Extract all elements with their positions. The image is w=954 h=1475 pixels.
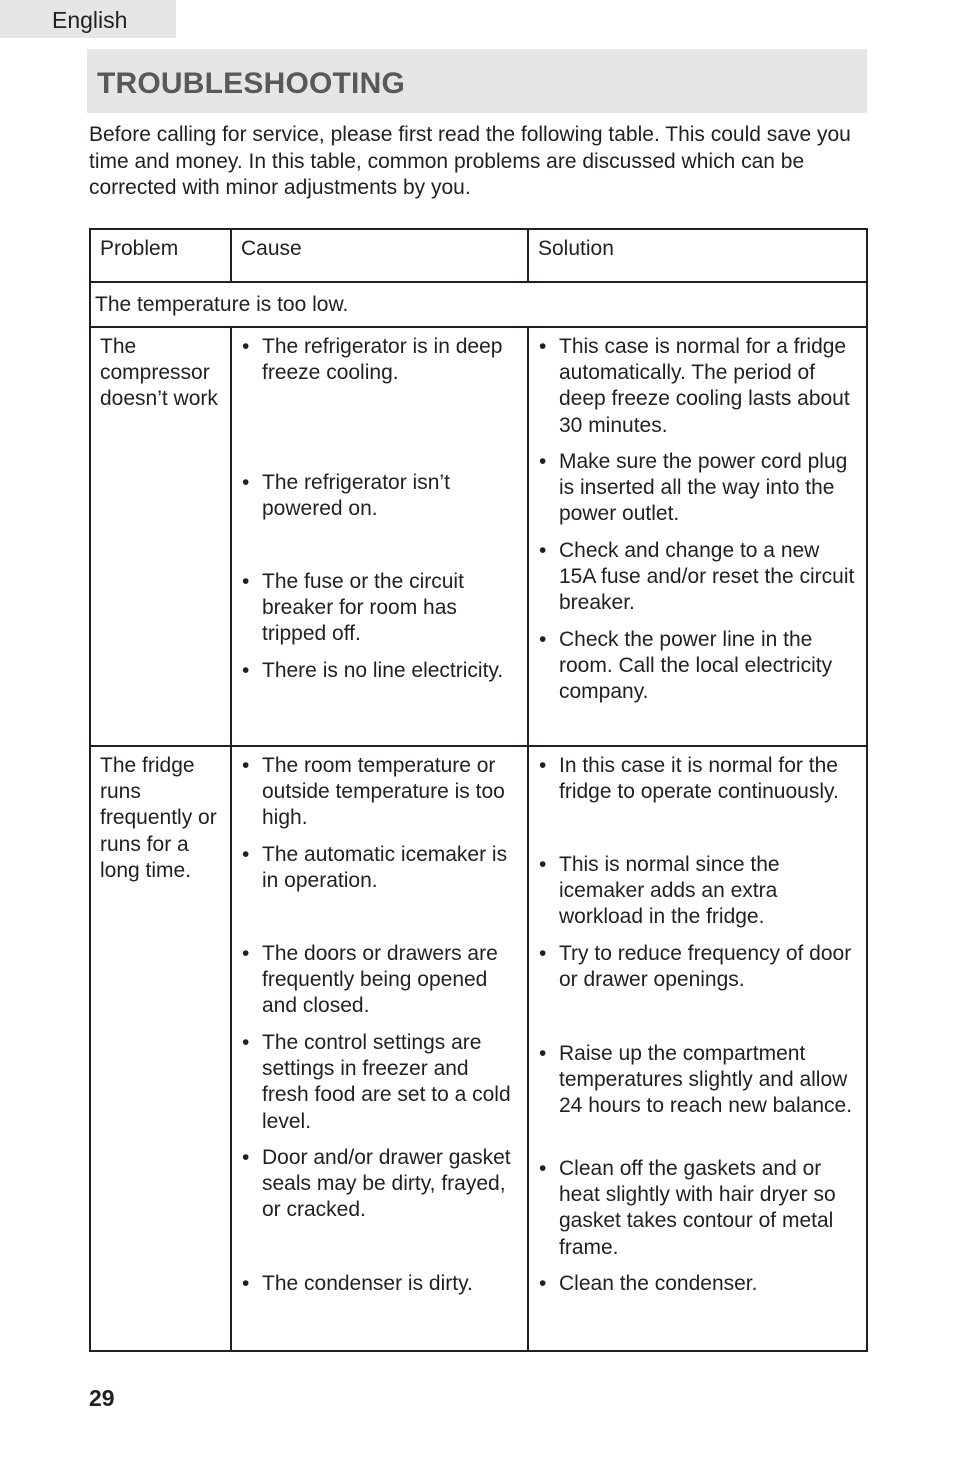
header-cause: Cause (231, 229, 528, 282)
page-title: TROUBLESHOOTING (97, 67, 405, 100)
bullet-icon: • (539, 450, 547, 473)
table-row (90, 327, 867, 746)
solution-item (539, 538, 860, 617)
intro-paragraph: Before calling for service, please first read the following table. This could save you time and money. In this table, common problems are discussed which can be corrected with minor adjustments by you. (89, 123, 851, 199)
header-solution: Solution (528, 229, 867, 282)
cause-cell (231, 327, 528, 746)
solution-text: In this case it is normal for the fridge to operate continuously. (559, 754, 839, 804)
bullet-icon: • (539, 942, 547, 965)
solution-item (539, 627, 860, 706)
cause-item (242, 1030, 521, 1135)
solution-text: This case is normal for a fridge automatically. The period of deep freeze cooling lasts about 30 minutes. (559, 335, 850, 437)
cause-item (242, 334, 521, 386)
cause-cell (231, 746, 528, 1351)
solution-text: Clean the condenser. (559, 1272, 758, 1295)
page-number: 29 (89, 1385, 115, 1411)
bullet-icon: • (539, 539, 547, 562)
bullet-icon: • (242, 1031, 250, 1054)
cause-text: The room temperature or outside temperature is too high. (262, 754, 505, 830)
cause-item (242, 658, 521, 684)
solution-item (539, 852, 860, 931)
cause-text: The fuse or the circuit breaker for room has tripped off. (262, 570, 464, 646)
cause-item (242, 470, 521, 522)
bullet-icon: • (242, 754, 250, 777)
cause-text: The refrigerator is in deep freeze cooling. (262, 335, 503, 385)
cause-text: Door and/or drawer gasket seals may be dirty, frayed, or cracked. (262, 1146, 511, 1222)
solution-text: Raise up the compartment temperatures slightly and allow 24 hours to reach new balance. (559, 1042, 853, 1118)
cause-text: There is no line electricity. (262, 659, 504, 682)
solution-cell (528, 746, 867, 1351)
header-problem: Problem (90, 229, 231, 282)
section-header (87, 49, 867, 113)
cause-item (242, 753, 521, 832)
bullet-icon: • (242, 659, 250, 682)
cause-text: The doors or drawers are frequently being opened and closed. (262, 942, 498, 1018)
cause-text: The control settings are settings in freezer and fresh food are set to a cold level. (262, 1031, 511, 1133)
table-row (90, 746, 867, 1351)
solution-item (539, 941, 860, 993)
bullet-icon: • (242, 471, 250, 494)
cause-item (242, 842, 521, 894)
solution-text: Clean off the gaskets and or heat slightly with hair dryer so gasket takes contour of metal frame. (559, 1157, 836, 1259)
solution-text: Try to reduce frequency of door or drawer openings. (559, 942, 852, 992)
problem-cell: The fridge runs frequently or runs for a long time. (90, 746, 231, 1351)
language-label: English (0, 0, 176, 38)
section-title: The temperature is too low. (90, 282, 867, 327)
cause-text: The condenser is dirty. (262, 1272, 473, 1295)
solution-item (539, 1271, 860, 1297)
cause-text: The refrigerator isn’t powered on. (262, 471, 450, 521)
bullet-icon: • (242, 1272, 250, 1295)
solution-item (539, 334, 860, 439)
cause-item (242, 569, 521, 648)
table-section-row (90, 282, 867, 327)
troubleshooting-table (89, 228, 868, 1352)
bullet-icon: • (539, 628, 547, 651)
solution-item (539, 1041, 860, 1120)
bullet-icon: • (242, 1146, 250, 1169)
bullet-icon: • (539, 853, 547, 876)
solution-item (539, 449, 860, 528)
cause-text: The automatic icemaker is in operation. (262, 843, 508, 893)
bullet-icon: • (539, 1157, 547, 1180)
solution-item (539, 1156, 860, 1261)
solution-cell (528, 327, 867, 746)
solution-item (539, 753, 860, 805)
bullet-icon: • (539, 1042, 547, 1065)
solution-text: Check the power line in the room. Call the local electricity company. (559, 628, 833, 704)
cause-item (242, 1271, 521, 1297)
bullet-icon: • (242, 942, 250, 965)
problem-cell: The compressor doesn’t work (90, 327, 231, 746)
cause-item (242, 1145, 521, 1224)
solution-text: Make sure the power cord plug is inserted all the way into the power outlet. (559, 450, 848, 526)
bullet-icon: • (242, 335, 250, 358)
bullet-icon: • (539, 1272, 547, 1295)
bullet-icon: • (539, 754, 547, 777)
bullet-icon: • (242, 843, 250, 866)
solution-text: Check and change to a new 15A fuse and/or reset the circuit breaker. (559, 539, 855, 615)
solution-text: This is normal since the icemaker adds an extra workload in the fridge. (559, 853, 780, 929)
bullet-icon: • (539, 335, 547, 358)
table-header-row (90, 229, 867, 282)
bullet-icon: • (242, 570, 250, 593)
cause-item (242, 941, 521, 1020)
